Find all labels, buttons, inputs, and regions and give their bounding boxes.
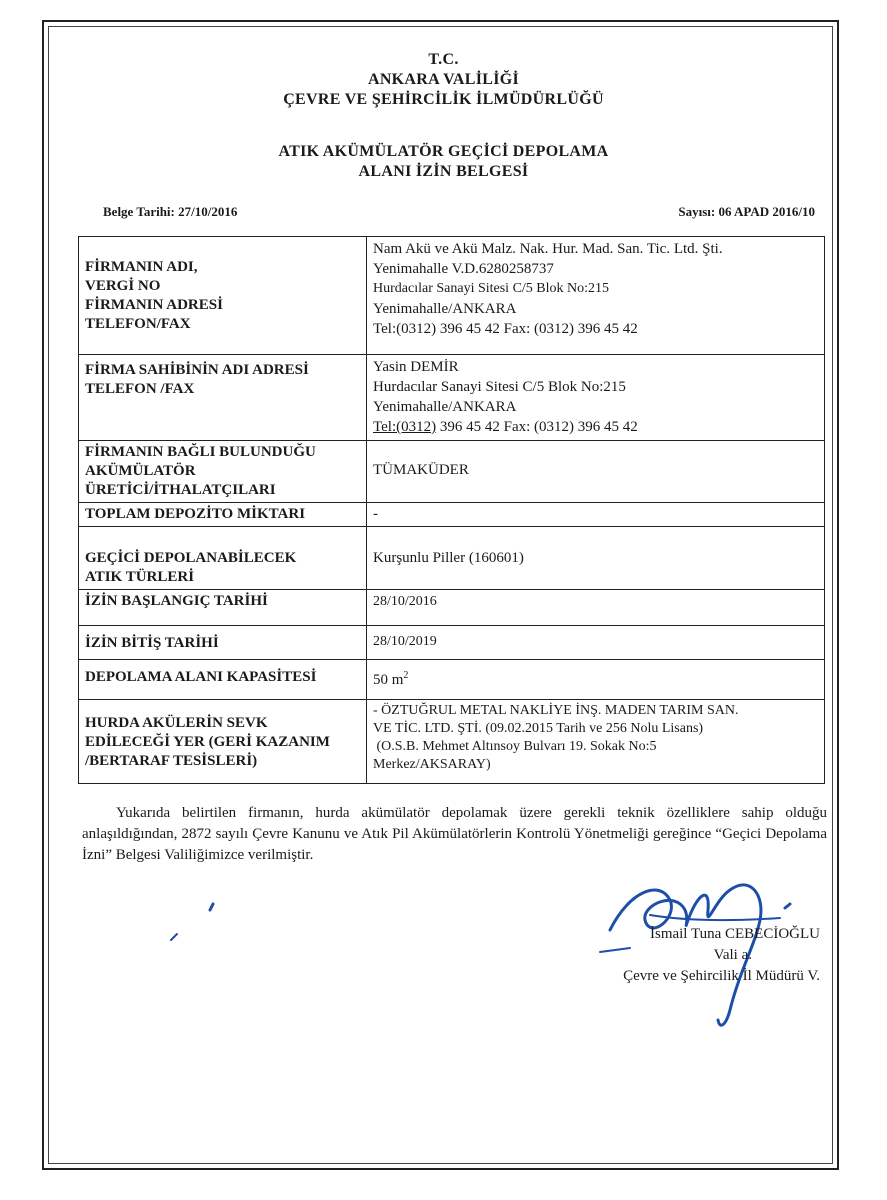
permit-table	[78, 236, 825, 784]
company-name: Nam Akü ve Akü Malz. Nak. Hur. Mad. San. Tic. Ltd. Şti.	[373, 241, 723, 257]
waste-types: Kurşunlu Piller (160601)	[373, 550, 524, 566]
label-cell	[79, 700, 367, 784]
owner-phone-prefix: Tel:(0312)	[373, 419, 437, 435]
value-cell	[367, 237, 825, 355]
value-cell	[367, 355, 825, 441]
header-line-1: T.C.	[428, 51, 459, 68]
label-line: FİRMANIN ADRESİ	[85, 296, 223, 313]
label-line: DEPOLAMA ALANI KAPASİTESİ	[85, 669, 317, 685]
table-row-disposal	[79, 700, 825, 784]
table-row-start-date	[79, 590, 825, 626]
disposal-line: Merkez/AKSARAY)	[373, 757, 491, 772]
label-line: EDİLECEĞİ YER (GERİ KAZANIM	[85, 734, 330, 750]
capacity-value	[373, 666, 818, 690]
disposal-line: - ÖZTUĞRUL METAL NAKLİYE İNŞ. MADEN TARIM SAN.	[373, 703, 739, 718]
label-line: TELEFON /FAX	[85, 381, 195, 397]
capacity-base: 50 m	[373, 672, 404, 688]
company-address: Hurdacılar Sanayi Sitesi C/5 Blok No:215	[373, 281, 610, 296]
table-row-company	[79, 237, 825, 355]
signatory-role-1: Vali a.	[713, 947, 752, 963]
label-cell	[79, 660, 367, 700]
table-row-producers	[79, 441, 825, 503]
signatory-role-2: Çevre ve Şehircilik İl Müdürü V.	[623, 968, 820, 984]
label-cell	[79, 590, 367, 626]
capacity-sup: 2	[403, 670, 409, 681]
disposal-line: VE TİC. LTD. ŞTİ. (09.02.2015 Tarih ve 256 Nolu Lisans)	[373, 721, 704, 736]
signatory-name: İsmail Tuna CEBECİOĞLU	[649, 926, 820, 942]
document-date: Belge Tarihi: 27/10/2016	[103, 204, 238, 219]
label-cell	[79, 527, 367, 590]
document-header	[0, 50, 887, 110]
value-cell	[367, 660, 825, 700]
label-line: ATIK TÜRLERİ	[85, 569, 195, 585]
company-phone-fax: Tel:(0312) 396 45 42 Fax: (0312) 396 45 42	[373, 321, 638, 337]
label-cell	[79, 237, 367, 355]
owner-address: Hurdacılar Sanayi Sitesi C/5 Blok No:215	[373, 379, 626, 395]
label-cell	[79, 626, 367, 660]
start-date: 28/10/2016	[373, 594, 437, 609]
body-paragraph: Yukarıda belirtilen firmanın, hurda akümülatör depolamak üzere gerekli teknik özelliklere sahip olduğu anlaşıldığından, 2872 sayılı Çevre Kanunu ve Atık Pil Akümülatörlerin Kontrolü Yönetmeliği gereğince “Geçici Depolama İzni” Belgesi Valiliğimizce verilmiştir.	[82, 805, 827, 863]
owner-phone-rest: 396 45 42 Fax: (0312) 396 45 42	[436, 419, 638, 435]
table-row-end-date	[79, 626, 825, 660]
disposal-line: (O.S.B. Mehmet Altınsoy Bulvarı 19. Sokak No:5	[373, 739, 657, 754]
deposit-amount: -	[373, 506, 378, 522]
title-line-2: ALANI İZİN BELGESİ	[358, 163, 529, 180]
label-line: FİRMA SAHİBİNİN ADI ADRESİ	[85, 362, 309, 378]
label-cell	[79, 441, 367, 503]
label-line: ÜRETİCİ/İTHALATÇILARI	[85, 482, 276, 498]
label-line: İZİN BAŞLANGIÇ TARİHİ	[85, 593, 268, 609]
document-title	[0, 142, 887, 182]
value-cell	[367, 700, 825, 784]
owner-city: Yenimahalle/ANKARA	[373, 399, 517, 415]
label-cell	[79, 503, 367, 527]
title-line-1: ATIK AKÜMÜLATÖR GEÇİCİ DEPOLAMA	[278, 143, 609, 160]
table-row-owner	[79, 355, 825, 441]
value-cell	[367, 503, 825, 527]
label-cell	[79, 355, 367, 441]
value-cell	[367, 441, 825, 503]
label-line: İZİN BİTİŞ TARİHİ	[85, 635, 219, 651]
table-row-capacity	[79, 660, 825, 700]
table-row-waste-types	[79, 527, 825, 590]
signature-block	[560, 924, 820, 987]
value-cell	[367, 590, 825, 626]
owner-name: Yasin DEMİR	[373, 359, 459, 375]
label-line: VERGİ NO	[85, 277, 161, 294]
label-line: AKÜMÜLATÖR	[85, 463, 196, 479]
table-row-deposit	[79, 503, 825, 527]
label-line: GEÇİCİ DEPOLANABİLECEK	[85, 550, 297, 566]
end-date: 28/10/2019	[373, 634, 437, 649]
ink-mark	[165, 900, 225, 950]
document-number: Sayısı: 06 APAD 2016/10	[678, 204, 815, 219]
label-line: FİRMANIN BAĞLI BULUNDUĞU	[85, 444, 316, 460]
owner-phone-fax	[373, 417, 818, 437]
label-line: TOPLAM DEPOZİTO MİKTARI	[85, 506, 306, 522]
label-line: FİRMANIN ADI,	[85, 258, 198, 275]
label-line: HURDA AKÜLERİN SEVK	[85, 715, 268, 731]
header-line-3: ÇEVRE VE ŞEHİRCİLİK İLMÜDÜRLÜĞÜ	[283, 91, 604, 108]
company-city: Yenimahalle/ANKARA	[373, 301, 517, 317]
value-cell	[367, 527, 825, 590]
tax-office: Yenimahalle V.D.6280258737	[373, 261, 554, 277]
label-line: TELEFON/FAX	[85, 315, 191, 332]
header-line-2: ANKARA VALİLİĞİ	[367, 71, 520, 88]
value-cell	[367, 626, 825, 660]
label-line: /BERTARAF TESİSLERİ)	[85, 753, 258, 769]
producer-name: TÜMAKÜDER	[373, 462, 469, 478]
